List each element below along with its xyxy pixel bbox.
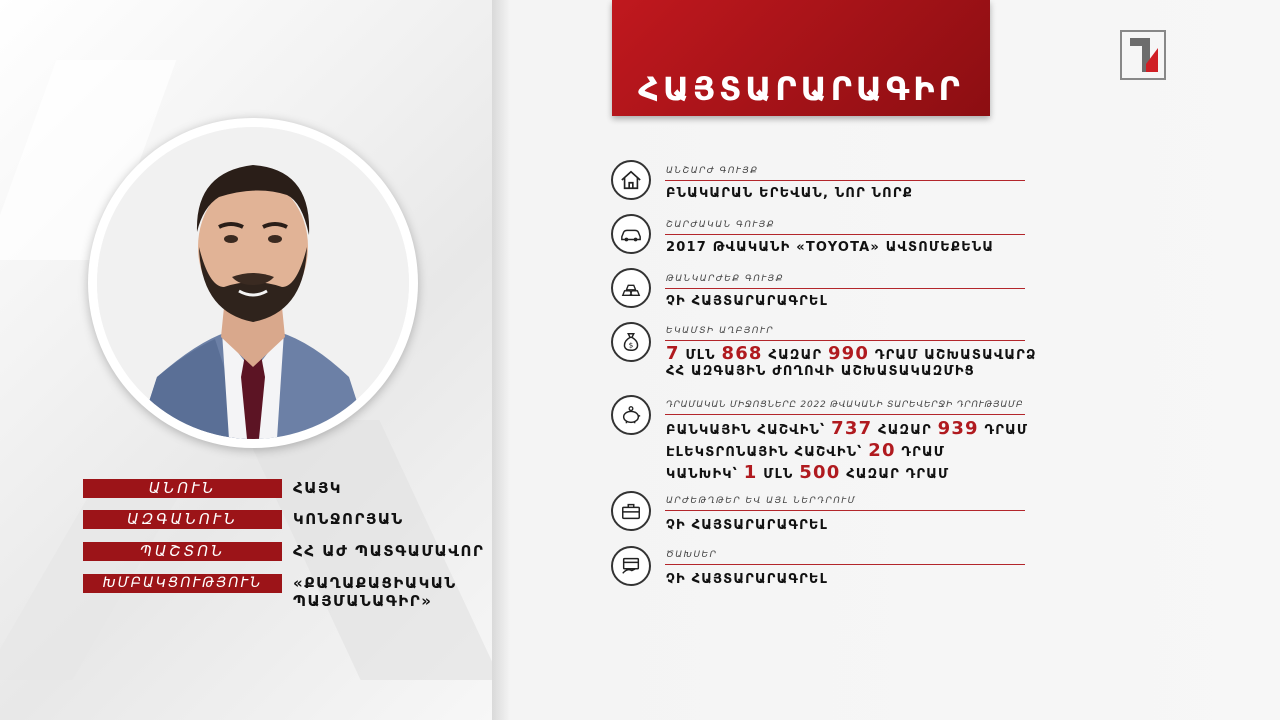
divider-line [665, 414, 1025, 415]
income-amount-thousand: 868 [721, 343, 763, 364]
income-amount-dram: 990 [827, 343, 870, 364]
unit-dram: ԴՐԱՄ [984, 423, 1029, 438]
real-estate-category: ԱՆՇԱՐԺ ԳՈՒՅՔ [666, 166, 759, 176]
portrait-photo [97, 127, 409, 439]
car-icon [611, 214, 651, 254]
expenses-value: ՉԻ ՀԱՅՏԱՐԱՐԱԳՐԵԼ [666, 572, 829, 587]
income-line1 [666, 343, 1037, 364]
unit-thousand: ՀԱԶԱՐ [878, 423, 932, 438]
field-label-surname: ԱԶԳԱՆՈՒՆ [83, 510, 282, 529]
expenses-category: ԾԱԽՍԵՐ [666, 550, 718, 560]
field-value-faction-line1: «ՔԱՂԱՔԱՑԻԱԿԱՆ [293, 574, 457, 592]
unit-dram: ԴՐԱՄ [901, 445, 946, 460]
bank-amount-thousand: 737 [831, 418, 873, 439]
valuables-value: ՉԻ ՀԱՅՏԱՐԱՐԱԳՐԵԼ [666, 294, 829, 309]
electronic-amount: 20 [868, 440, 896, 461]
bank-amount-dram: 939 [937, 418, 979, 439]
unit-thousand: ՀԱԶԱՐ [768, 348, 823, 363]
income-category: ԵԿԱՄՏԻ ԱՂԲՅՈՒՐ [666, 326, 775, 336]
title-banner [612, 0, 990, 116]
field-value-surname: ԿՈՆՋՈՐՅԱՆ [293, 510, 404, 528]
channel-logo-icon [1120, 30, 1166, 80]
valuables-category: ԹԱՆԿԱՐԺԵՔ ԳՈՒՅՔ [666, 274, 785, 284]
field-label-position: ՊԱՇՏՈՆ [83, 542, 282, 561]
field-value-name: ՀԱՅԿ [293, 479, 343, 497]
field-value-position: ՀՀ ԱԺ ՊԱՏԳԱՄԱՎՈՐ [293, 542, 485, 560]
field-label-faction: ԽՄԲԱԿՑՈՒԹՅՈՒՆ [83, 574, 282, 593]
real-estate-value: ԲՆԱԿԱՐԱՆ ԵՐԵՎԱՆ, ՆՈՐ ՆՈՐՔ [666, 186, 913, 201]
house-icon [611, 160, 651, 200]
channel-logo [1120, 30, 1166, 80]
card-payment-icon [611, 546, 651, 586]
movable-value: 2017 ԹՎԱԿԱՆԻ «TOYOTA» ԱՎՏՈՄԵՔԵՆԱ [666, 240, 995, 255]
page-title: ՀԱՅՏԱՐԱՐԱԳԻՐ [638, 70, 964, 108]
briefcase-icon [611, 491, 651, 531]
divider-line [665, 510, 1025, 511]
bank-account-label: ԲԱՆԿԱՅԻՆ ՀԱՇՎԻՆ՝ [666, 423, 826, 438]
svg-text:$: $ [628, 340, 634, 350]
unit-million: ՄԼՆ [763, 467, 794, 482]
piggy-bank-icon [611, 395, 651, 435]
movable-category: ՇԱՐԺԱԿԱՆ ԳՈՒՅՔ [666, 220, 776, 230]
cash-amount-thousand: 500 [799, 462, 841, 483]
divider-line [665, 234, 1025, 235]
divider-line [665, 564, 1025, 565]
gold-bars-icon [611, 268, 651, 308]
cash-in-hand-line [666, 462, 949, 483]
cash-label: ԿԱՆԽԻԿ՝ [666, 467, 739, 482]
cash-electronic-line [666, 440, 945, 461]
cash-amount-million: 1 [743, 462, 758, 483]
unit-dram-salary: ԴՐԱՄ ԱՇԽԱՏԱՎԱՐՁ [874, 348, 1037, 363]
field-value-faction-line2: ՊԱՅՄԱՆԱԳԻՐ» [293, 592, 433, 610]
cash-category: ԴՐԱՄԱԿԱՆ ՄԻՋՈՑՆԵՐԸ 2022 ԹՎԱԿԱՆԻ ՏԱՐԵՎԵՐՋԻ ԴՐՈՒԹՅԱՄԲ [666, 400, 1024, 410]
divider-line [665, 180, 1025, 181]
divider-line [665, 340, 1025, 341]
money-bag-icon [611, 322, 651, 362]
securities-value: ՉԻ ՀԱՅՏԱՐԱՐԱԳՐԵԼ [666, 518, 829, 533]
income-source: ՀՀ ԱԶԳԱՅԻՆ ԺՈՂՈՎԻ ԱՇԽԱՏԱԿԱԶՄԻՑ [666, 364, 975, 379]
person-portrait [97, 127, 409, 439]
income-amount-million: 7 [666, 343, 680, 364]
electronic-account-label: ԷԼԵԿՏՐՈՆԱՅԻՆ ՀԱՇՎԻՆ՝ [666, 445, 863, 460]
field-label-name: ԱՆՈՒՆ [83, 479, 282, 498]
portrait-frame [88, 118, 418, 448]
divider-line [665, 288, 1025, 289]
cash-bank-line [666, 418, 1028, 439]
unit-thousand-dram: ՀԱԶԱՐ ԴՐԱՄ [846, 467, 950, 482]
securities-category: ԱՐԺԵԹՂԹԵՐ ԵՎ ԱՅԼ ՆԵՐԴՐՈՒՄ [666, 496, 857, 506]
unit-million: ՄԼՆ [685, 348, 716, 363]
